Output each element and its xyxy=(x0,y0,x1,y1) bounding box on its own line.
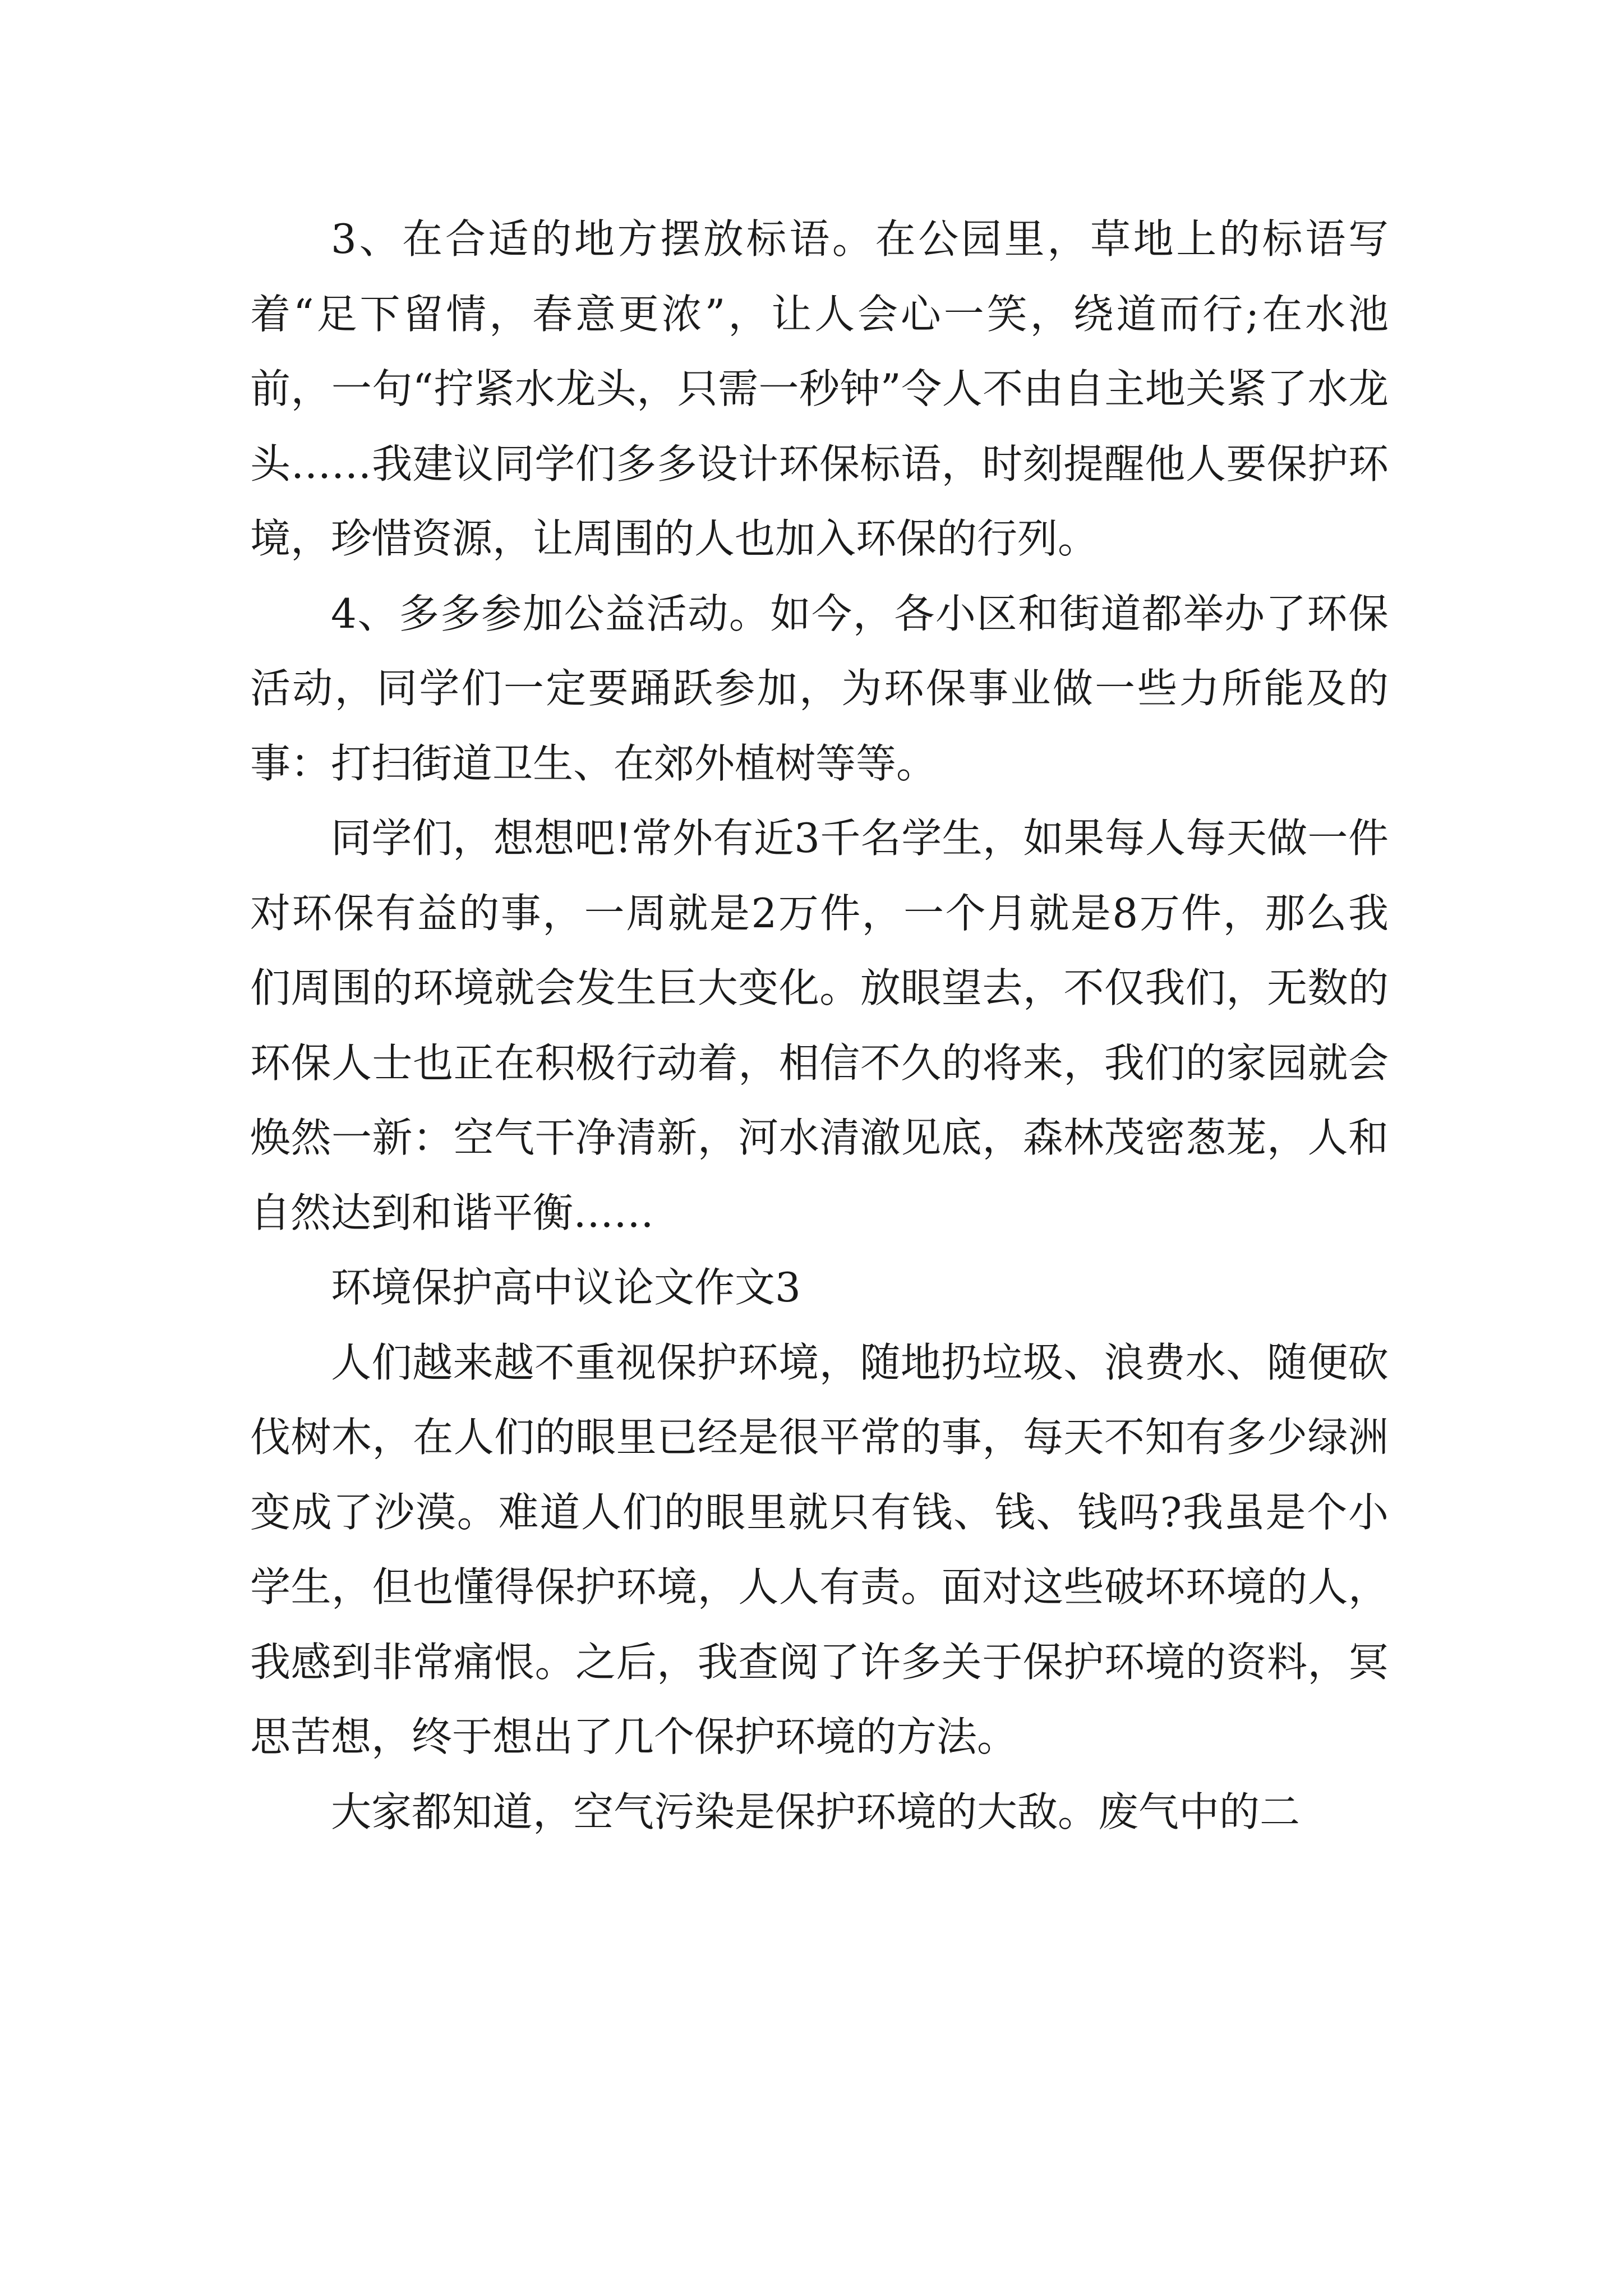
paragraph-call-to-action: 同学们，想想吧!常外有近3千名学生，如果每人每天做一件对环保有益的事，一周就是2万件，一个月就是8万件，那么我们周围的环境就会发生巨大变化。放眼望去，不仅我们，无数的环保人士也正在积极行动着，相信不久的将来，我们的家园就会焕然一新：空气干净清新，河水清澈见底，森林茂密葱茏，人和自然达到和谐平衡…… xyxy=(250,815,1389,1236)
document-body xyxy=(250,202,1389,1849)
essay-title: 环境保护高中议论文作文3 xyxy=(331,1264,801,1311)
paragraph-public-welfare: 4、多多参加公益活动。如今，各小区和街道都举办了环保活动，同学们一定要踊跃参加，为环保事业做一些力所能及的事：打扫街道卫生、在郊外植树等等。 xyxy=(250,590,1389,787)
paragraph-intro: 人们越来越不重视保护环境，随地扔垃圾、浪费水、随便砍伐树木，在人们的眼里已经是很平常的事，每天不知有多少绿洲变成了沙漠。难道人们的眼里就只有钱、钱、钱吗?我虽是个小学生，但也懂得保护环境，人人有责。面对这些破坏环境的人，我感到非常痛恨。之后，我查阅了许多关于保护环境的资料，冥思苦想，终于想出了几个保护环境的方法。 xyxy=(250,1338,1389,1760)
paragraph-slogans: 3、在合适的地方摆放标语。在公园里，草地上的标语写着“足下留情，春意更浓”，让人会心一笑，绕道而行;在水池前，一句“拧紧水龙头，只需一秒钟”令人不由自主地关紧了水龙头……我建议同学们多多设计环保标语，时刻提醒他人要保护环境，珍惜资源，让周围的人也加入环保的行列。 xyxy=(250,215,1389,562)
paragraph-air-pollution: 大家都知道，空气污染是保护环境的大敌。废气中的二 xyxy=(331,1788,1301,1835)
